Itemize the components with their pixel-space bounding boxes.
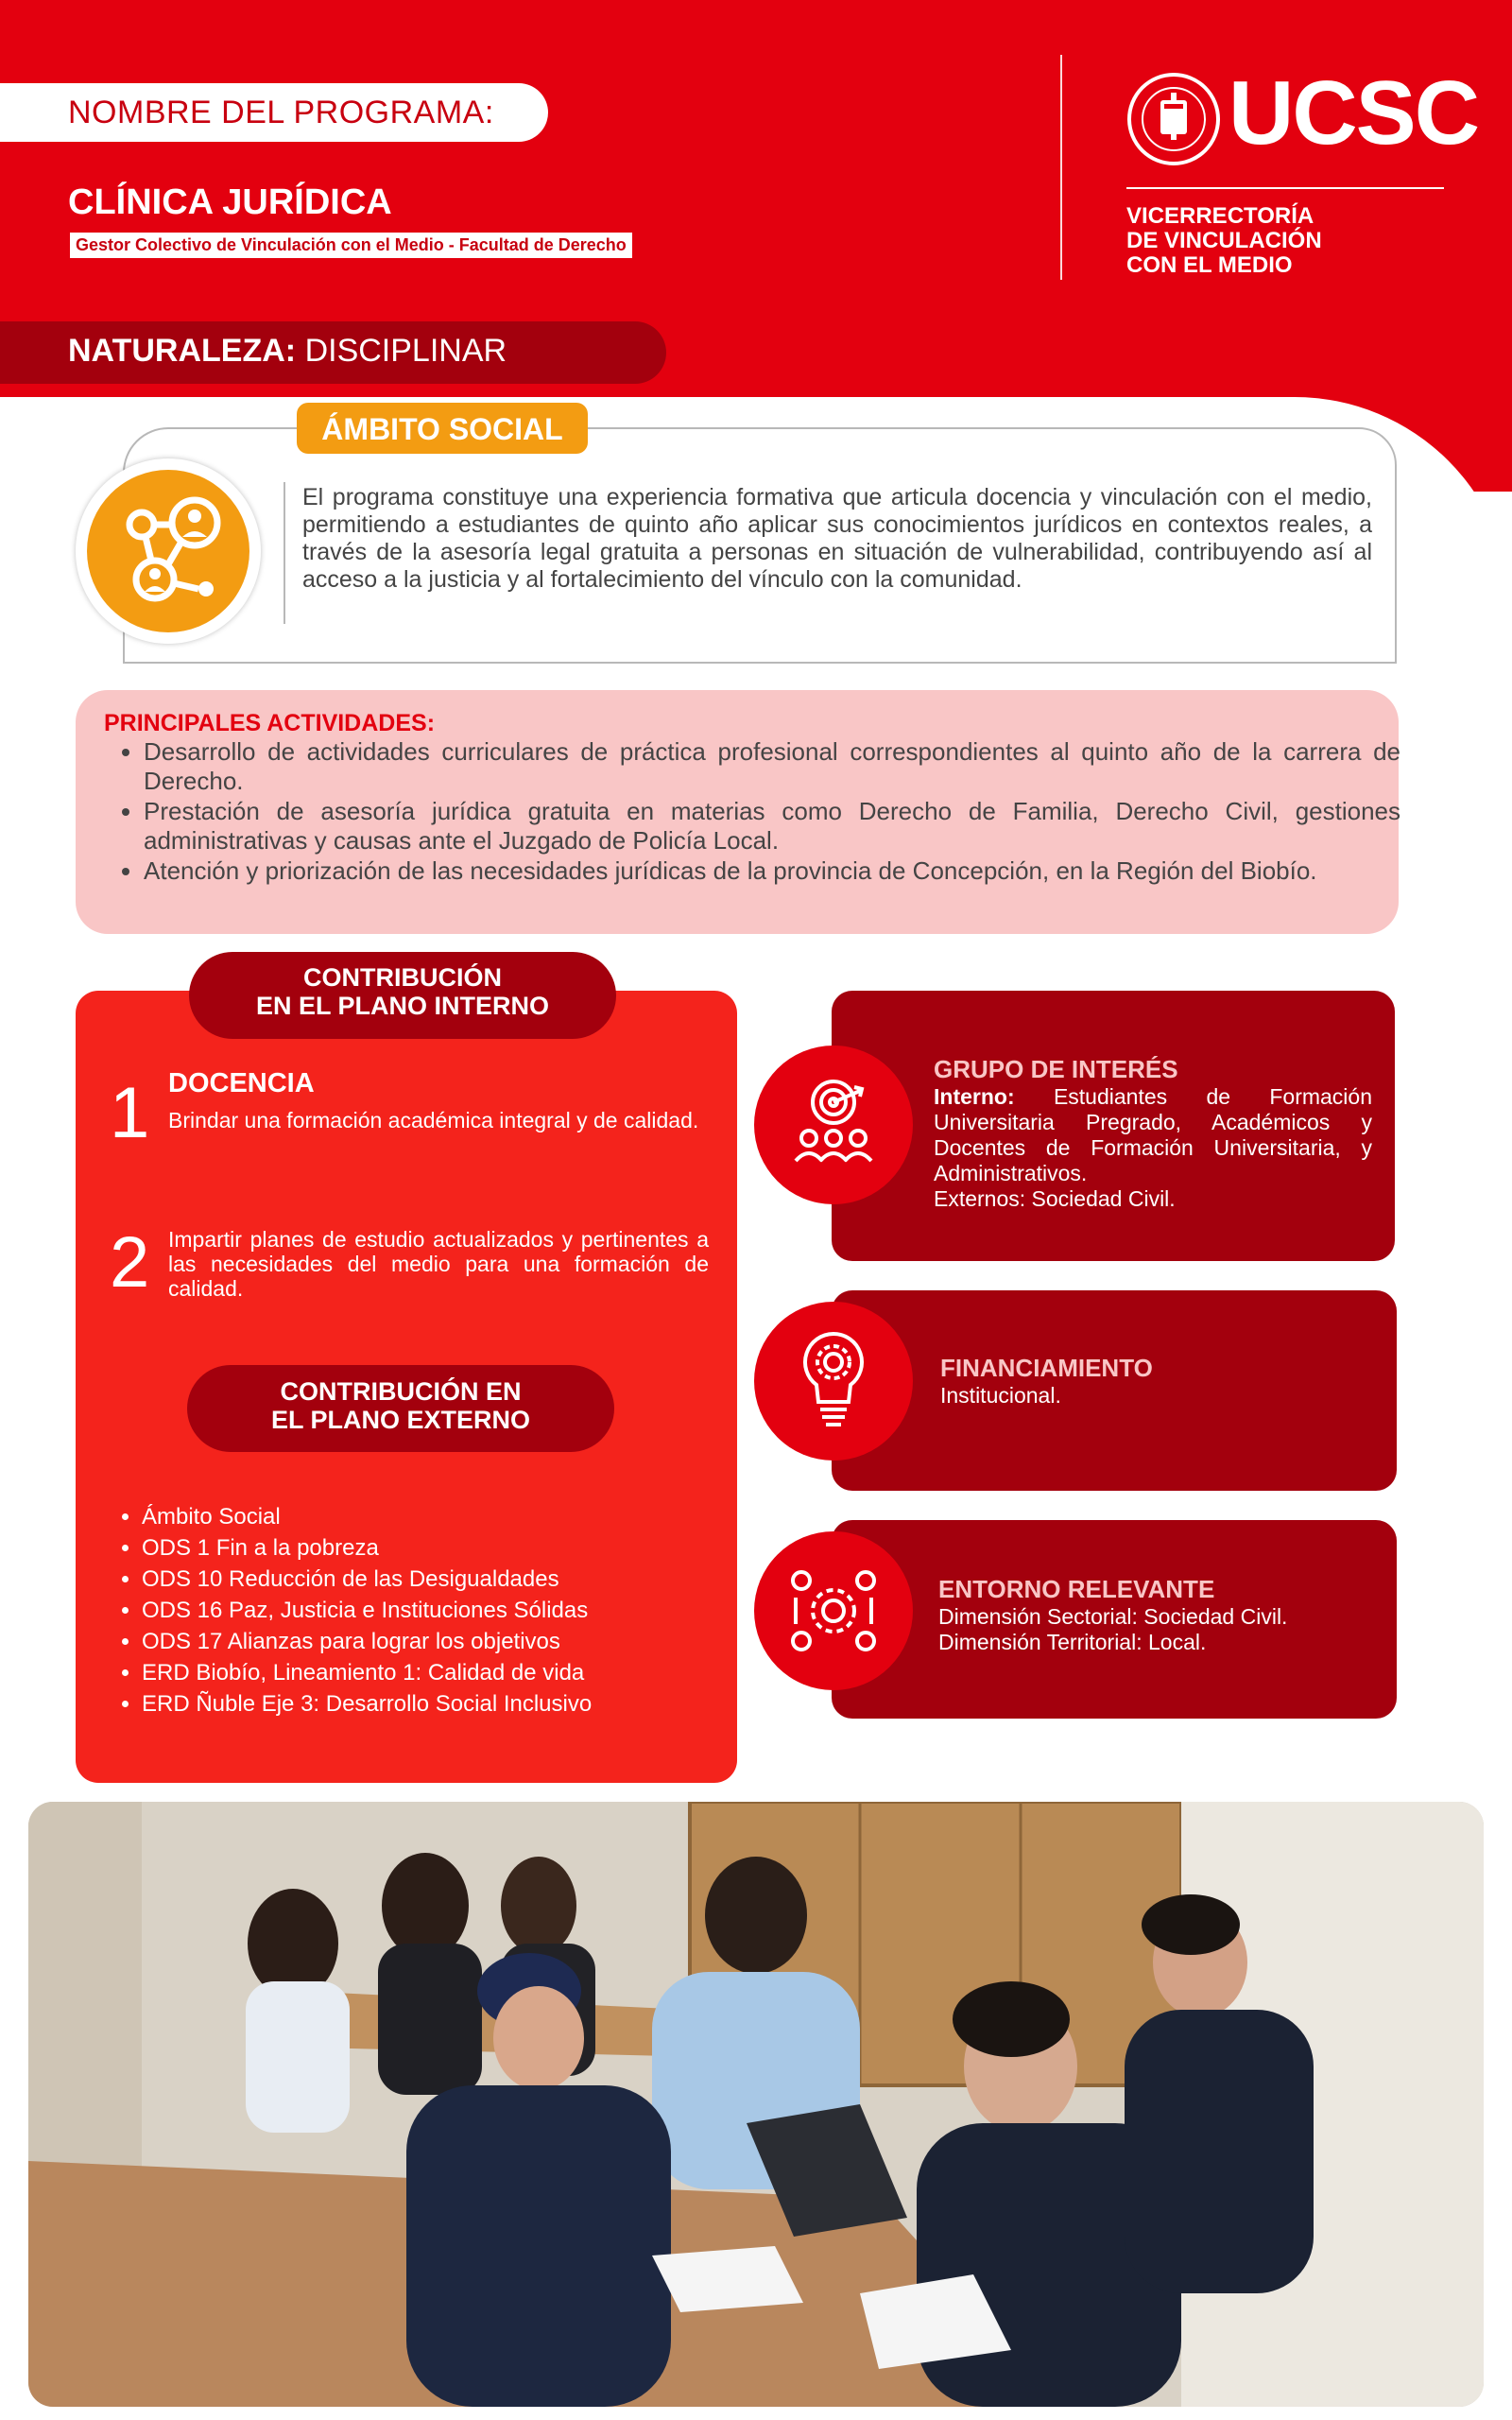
logo-underline [1126, 187, 1444, 189]
program-subtitle: Gestor Colectivo de Vinculación con el Medio - Facultad de Derecho [70, 233, 632, 258]
vicerrectoria-label [1126, 204, 1322, 278]
external-item: • ODS 10 Reducción de las Desigualdades [142, 1564, 747, 1595]
external-title [187, 1377, 614, 1434]
nature-text [68, 333, 507, 370]
item-number-1: 1 [110, 1073, 150, 1153]
ambito-description: El programa constituye una experiencia formativa que articula docencia y vinculación con el medio, permitiendo a estudiantes de quinto año aplicar sus conocimientos jurídicos en contextos reales, a través de la asesoría legal gratuita a personas en situación de vulnerabilidad, contribuyendo así al acceso a la justicia y al fortalecimiento del vínculo con la comunidad. [302, 484, 1372, 593]
environment-line-1: Dimensión Sectorial: Sociedad Civil. [938, 1604, 1288, 1629]
stakeholders-title: GRUPO DE INTERÉS [934, 1055, 1178, 1083]
item-number-2: 2 [110, 1222, 150, 1303]
header-divider [1060, 55, 1062, 280]
external-title-line-2: EL PLANO EXTERNO [270, 1406, 531, 1434]
vice-line-1: VICERRECTORÍA [1126, 203, 1314, 229]
vice-line-3: CON EL MEDIO [1126, 252, 1293, 278]
internal-title [189, 963, 616, 1020]
external-item: • ODS 16 Paz, Justicia e Instituciones Sólidas [142, 1595, 747, 1626]
university-seal-icon [1126, 72, 1221, 166]
docencia-title: DOCENCIA [168, 1068, 315, 1098]
docencia-item-1: Brindar una formación académica integral y de calidad. [168, 1108, 699, 1132]
activity-item: • Atención y priorización de las necesidades jurídicas de la provincia de Concepción, en la Región del Biobío. [144, 856, 1400, 886]
internal-title-line-1: CONTRIBUCIÓN [303, 963, 502, 992]
meeting-scene-illustration [28, 1802, 1484, 2407]
activities-list [104, 737, 1400, 887]
external-item: • ERD Biobío, Lineamiento 1: Calidad de vida [142, 1657, 747, 1688]
environment-text [938, 1604, 1287, 1655]
gear-network-icon [754, 1531, 913, 1690]
target-group-icon [754, 1046, 913, 1204]
nature-value: DISCIPLINAR [304, 333, 507, 369]
stakeholders-external-text: Externos: Sociedad Civil. [934, 1186, 1176, 1211]
funding-text: Institucional. [940, 1383, 1061, 1408]
activity-item: • Prestación de asesoría jurídica gratuita en materias como Derecho de Familia, Derecho Civil, gestiones administrativas y causas ante el Juzgado de Policía Local. [144, 797, 1400, 856]
stakeholders-text [934, 1084, 1372, 1212]
lightbulb-gear-icon [754, 1302, 913, 1461]
external-title-line-1: CONTRIBUCIÓN EN [280, 1377, 522, 1406]
external-item: • ERD Ñuble Eje 3: Desarrollo Social Inclusivo [142, 1688, 747, 1720]
funding-card [832, 1290, 1397, 1491]
external-item: • ODS 1 Fin a la pobreza [142, 1532, 747, 1564]
program-name: CLÍNICA JURÍDICA [68, 182, 392, 222]
activities-title: PRINCIPALES ACTIVIDADES: [104, 710, 436, 736]
program-label: NOMBRE DEL PROGRAMA: [68, 95, 494, 130]
ambito-title: ÁMBITO SOCIAL [321, 412, 563, 446]
environment-line-2: Dimensión Territorial: Local. [938, 1630, 1207, 1654]
external-item: • Ámbito Social [142, 1501, 747, 1532]
stakeholders-internal-text: Estudiantes de Formación Universitaria Pregrado, Académicos y Docentes de Formación Universitaria, y Administrativos. [934, 1084, 1372, 1185]
vice-line-2: DE VINCULACIÓN [1126, 228, 1322, 253]
activity-item: • Desarrollo de actividades curriculares de práctica profesional correspondientes al quinto año de la carrera de Derecho. [144, 737, 1400, 796]
internal-title-line-2: EN EL PLANO INTERNO [255, 992, 550, 1020]
external-list [121, 1501, 747, 1720]
funding-title: FINANCIAMIENTO [940, 1354, 1153, 1382]
stakeholders-internal-label: Interno: [934, 1084, 1015, 1109]
logo-wordmark: UCSC [1228, 62, 1479, 164]
network-people-icon [87, 470, 249, 632]
external-item: • ODS 17 Alianzas para lograr los objetivos [142, 1626, 747, 1657]
group-meeting-photo [28, 1802, 1484, 2407]
nature-label: NATURALEZA: [68, 333, 297, 369]
environment-title: ENTORNO RELEVANTE [938, 1575, 1215, 1603]
docencia-item-2: Impartir planes de estudio actualizados y pertinentes a las necesidades del medio para una formación de calidad. [168, 1227, 709, 1301]
ambito-divider [284, 482, 285, 624]
